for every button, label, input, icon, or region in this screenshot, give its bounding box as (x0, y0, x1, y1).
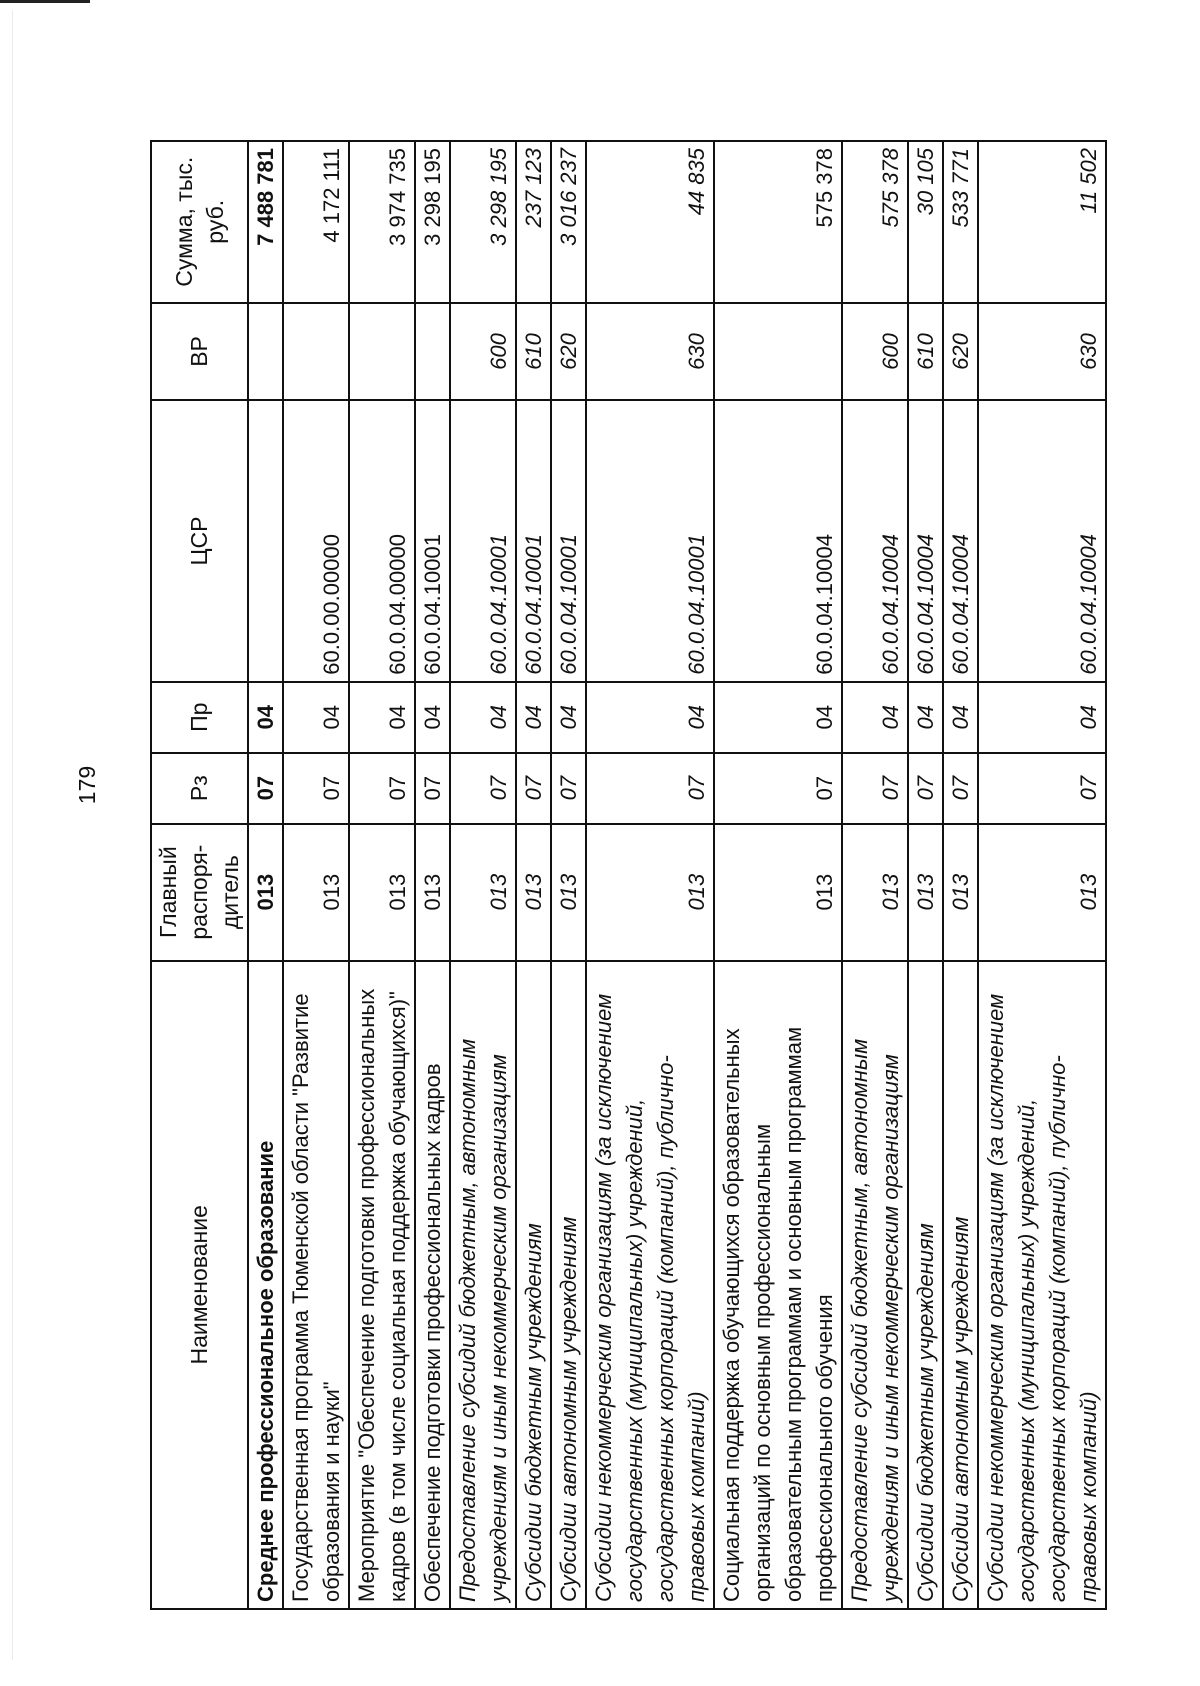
cell-csr: 60.0.04.10001 (586, 400, 714, 681)
cell-name: Субсидии некоммерческим организациям (за исключением государственных (муниципальных) учреждений, государственных корпораций (компаний), публично-правовых компаний) (586, 961, 714, 1609)
cell-vr (283, 303, 349, 401)
cell-pr: 04 (516, 682, 551, 753)
cell-name: Субсидии бюджетным учреждениям (908, 961, 943, 1609)
cell-sum: 3 298 195 (415, 141, 450, 303)
table-row (978, 141, 1106, 1609)
cell-pr: 04 (908, 682, 943, 753)
header-csr: ЦСР (151, 400, 248, 681)
cell-csr: 60.0.04.10004 (943, 400, 978, 681)
table-body (248, 141, 1106, 1609)
cell-vr: 600 (842, 303, 908, 401)
cell-name: Предоставление субсидий бюджетным, автономным учреждениям и иным некоммерческим организациям (450, 961, 516, 1609)
cell-csr: 60.0.04.10004 (978, 400, 1106, 681)
header-name: Наименование (151, 961, 248, 1609)
header-rz: Рз (151, 753, 248, 824)
cell-pr: 04 (450, 682, 516, 753)
header-vr: ВР (151, 303, 248, 401)
cell-name: Субсидии автономным учреждениям (551, 961, 586, 1609)
cell-rz: 07 (415, 753, 450, 824)
cell-vr: 620 (943, 303, 978, 401)
cell-sum: 533 771 (943, 141, 978, 303)
cell-sum: 7 488 781 (248, 141, 283, 303)
header-pr: Пр (151, 682, 248, 753)
cell-grbs: 013 (842, 824, 908, 961)
cell-rz: 07 (908, 753, 943, 824)
table-row (283, 141, 349, 1609)
cell-grbs: 013 (551, 824, 586, 961)
cell-csr: 60.0.04.10001 (516, 400, 551, 681)
table-header-row (151, 141, 248, 1609)
cell-csr: 60.0.04.10001 (551, 400, 586, 681)
table-row (943, 141, 978, 1609)
cell-grbs: 013 (908, 824, 943, 961)
table-row (248, 141, 283, 1609)
cell-sum: 44 835 (586, 141, 714, 303)
cell-name: Обеспечение подготовки профессиональных кадров (415, 961, 450, 1609)
cell-vr (415, 303, 450, 401)
cell-sum: 3 298 195 (450, 141, 516, 303)
table-row (551, 141, 586, 1609)
cell-rz: 07 (450, 753, 516, 824)
cell-sum: 3 016 237 (551, 141, 586, 303)
cell-grbs: 013 (978, 824, 1106, 961)
cell-pr: 04 (415, 682, 450, 753)
cell-grbs: 013 (943, 824, 978, 961)
cell-vr: 620 (551, 303, 586, 401)
cell-csr: 60.0.04.10004 (842, 400, 908, 681)
scan-edge-line (12, 10, 13, 1660)
table-row (908, 141, 943, 1609)
cell-csr: 60.0.04.10001 (415, 400, 450, 681)
cell-pr: 04 (714, 682, 842, 753)
cell-vr: 610 (908, 303, 943, 401)
cell-pr: 04 (248, 682, 283, 753)
header-sum: Сумма, тыс. руб. (151, 141, 248, 303)
cell-pr: 04 (978, 682, 1106, 753)
cell-pr: 04 (842, 682, 908, 753)
cell-csr: 60.0.04.10001 (450, 400, 516, 681)
cell-grbs: 013 (349, 824, 415, 961)
cell-pr: 04 (943, 682, 978, 753)
cell-grbs: 013 (714, 824, 842, 961)
cell-name: Субсидии автономным учреждениям (943, 961, 978, 1609)
cell-sum: 4 172 111 (283, 141, 349, 303)
cell-csr (248, 400, 283, 681)
table-row (516, 141, 551, 1609)
cell-csr: 60.0.04.10004 (714, 400, 842, 681)
rotated-table-container (150, 140, 1101, 1610)
cell-vr (248, 303, 283, 401)
cell-vr (714, 303, 842, 401)
cell-grbs: 013 (283, 824, 349, 961)
cell-sum: 3 974 735 (349, 141, 415, 303)
cell-rz: 07 (283, 753, 349, 824)
cell-vr: 630 (586, 303, 714, 401)
page-number: 179 (74, 765, 100, 805)
table-row (349, 141, 415, 1609)
header-grbs: Главный распоря-дитель (151, 824, 248, 961)
cell-pr: 04 (586, 682, 714, 753)
table-row (450, 141, 516, 1609)
cell-name: Социальная поддержка обучающихся образовательных организаций по основным профессиональным образовательным программам и основным программам профессионального обучения (714, 961, 842, 1609)
cell-name: Мероприятие "Обеспечение подготовки профессиональных кадров (в том числе социальная поддержка обучающихся)" (349, 961, 415, 1609)
cell-name: Государственная программа Тюменской области "Развитие образования и науки" (283, 961, 349, 1609)
cell-vr: 630 (978, 303, 1106, 401)
cell-name: Субсидии бюджетным учреждениям (516, 961, 551, 1609)
budget-table (150, 140, 1107, 1610)
cell-grbs: 013 (586, 824, 714, 961)
cell-csr: 60.0.04.00000 (349, 400, 415, 681)
cell-grbs: 013 (450, 824, 516, 961)
cell-vr: 600 (450, 303, 516, 401)
cell-vr: 610 (516, 303, 551, 401)
cell-name: Субсидии некоммерческим организациям (за исключением государственных (муниципальных) учреждений, государственных корпораций (компаний), публично-правовых компаний) (978, 961, 1106, 1609)
cell-pr: 04 (551, 682, 586, 753)
cell-rz: 07 (714, 753, 842, 824)
cell-rz: 07 (586, 753, 714, 824)
table-row (714, 141, 842, 1609)
table-row (415, 141, 450, 1609)
cell-grbs: 013 (415, 824, 450, 961)
cell-rz: 07 (842, 753, 908, 824)
cell-rz: 07 (516, 753, 551, 824)
cell-sum: 575 378 (842, 141, 908, 303)
cell-vr (349, 303, 415, 401)
cell-csr: 60.0.00.00000 (283, 400, 349, 681)
cell-rz: 07 (978, 753, 1106, 824)
cell-pr: 04 (349, 682, 415, 753)
cell-pr: 04 (283, 682, 349, 753)
cell-sum: 237 123 (516, 141, 551, 303)
scan-artifact-line (0, 0, 90, 3)
cell-sum: 575 378 (714, 141, 842, 303)
cell-name: Предоставление субсидий бюджетным, автономным учреждениям и иным некоммерческим организациям (842, 961, 908, 1609)
table-row (842, 141, 908, 1609)
cell-sum: 30 105 (908, 141, 943, 303)
cell-rz: 07 (349, 753, 415, 824)
cell-rz: 07 (551, 753, 586, 824)
cell-rz: 07 (943, 753, 978, 824)
cell-grbs: 013 (248, 824, 283, 961)
cell-grbs: 013 (516, 824, 551, 961)
cell-csr: 60.0.04.10004 (908, 400, 943, 681)
cell-name: Среднее профессиональное образование (248, 961, 283, 1609)
table-row (586, 141, 714, 1609)
cell-sum: 11 502 (978, 141, 1106, 303)
cell-rz: 07 (248, 753, 283, 824)
